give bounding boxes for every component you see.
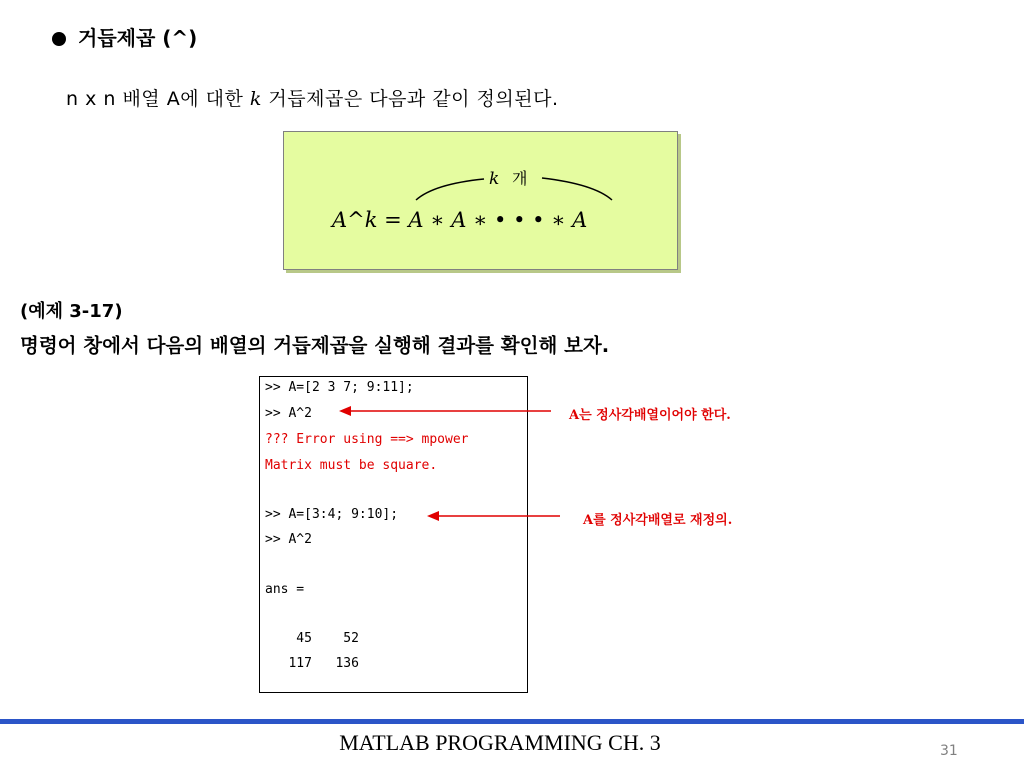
console-line: >> A=[2 3 7; 9:11];: [265, 380, 414, 395]
brace-k-label: k: [489, 169, 500, 189]
slide-title-text: 거듭제곱 (^): [78, 26, 198, 50]
brace-right-stroke: [542, 178, 612, 200]
example-title: (예제 3-17): [20, 301, 123, 322]
console-line: >> A^2: [265, 532, 312, 547]
slide-title: [52, 22, 197, 51]
definition-k-variable: k: [249, 88, 262, 110]
footer-title: MATLAB PROGRAMMING CH. 3: [339, 730, 661, 755]
formula-box: [283, 131, 678, 270]
console-result-line: 45 52: [265, 631, 359, 646]
page-number: 31: [940, 743, 958, 759]
note-square-required: A는 정사각배열이어야 한다.: [569, 408, 731, 423]
console-error-line: Matrix must be square.: [265, 458, 438, 473]
note-redefine-square: A를 정사각배열로 재정의.: [583, 513, 733, 528]
brace-gae-label: 개: [512, 169, 528, 188]
definition-post: 거듭제곱은 다음과 같이 정의된다.: [261, 88, 559, 110]
footer-divider: [0, 719, 1024, 724]
arrow-head-left-icon: [427, 511, 439, 521]
console-line: >> A=[3:4; 9:10];: [265, 507, 399, 522]
console-line: >> A^2: [265, 406, 312, 421]
arrow-head-left-icon: [339, 406, 351, 416]
console-result-line: 117 136: [265, 656, 359, 671]
console-line: ans =: [265, 582, 305, 597]
example-description: 명령어 창에서 다음의 배열의 거듭제곱을 실행해 결과를 확인해 보자.: [20, 334, 610, 357]
definition-text: [66, 84, 559, 111]
formula-expression: A^k = A ∗ A ∗ • • • ∗ A: [332, 208, 588, 232]
annotation-arrows: [335, 400, 560, 530]
formula-graphic: [284, 132, 677, 269]
brace-left-stroke: [416, 179, 484, 200]
definition-pre: n x n 배열 A에 대한: [66, 88, 250, 110]
bullet-icon: [52, 32, 66, 46]
console-error-line: ??? Error using ==> mpower: [265, 432, 469, 447]
